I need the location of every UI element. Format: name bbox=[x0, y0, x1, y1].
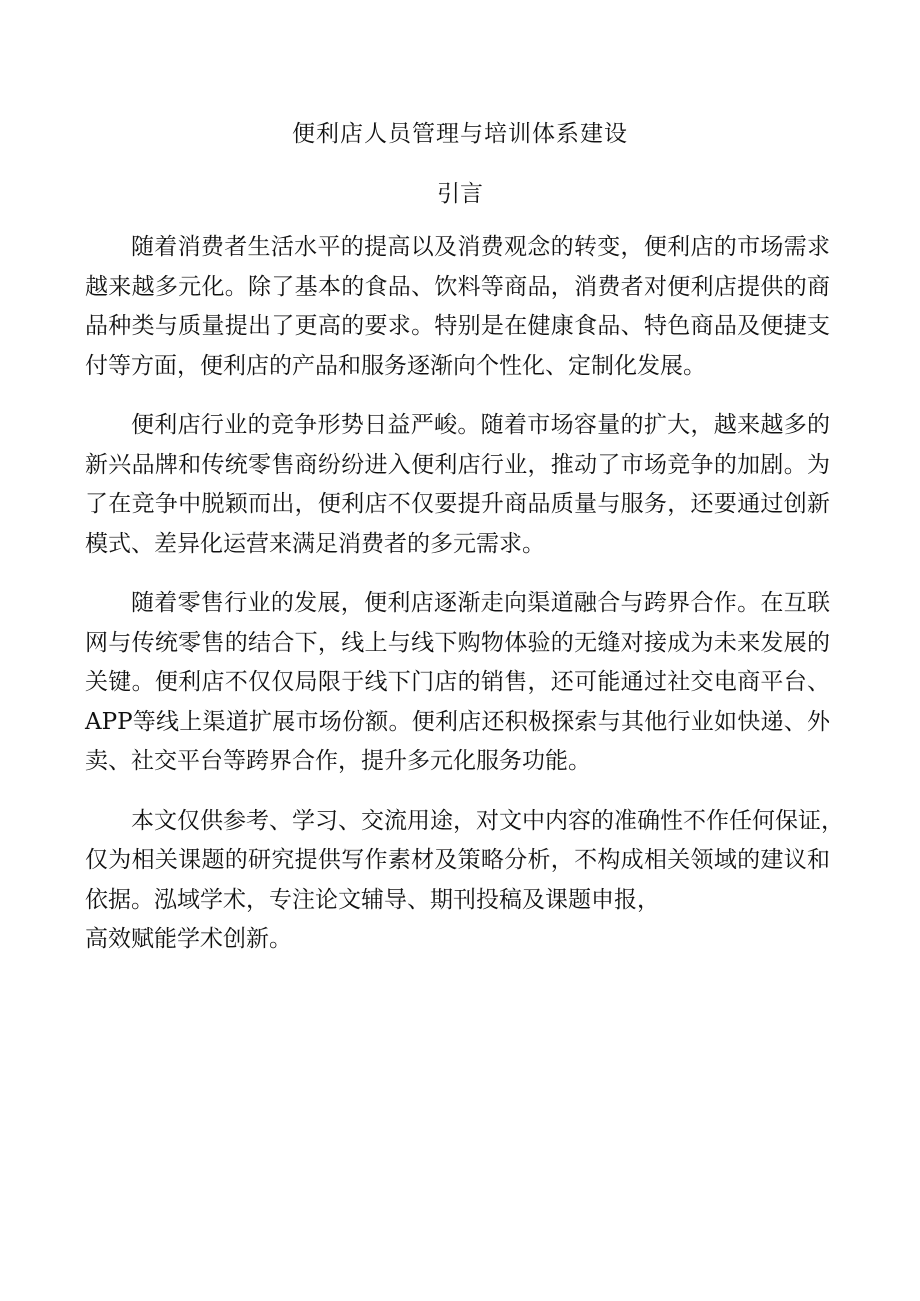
paragraph-line: APP等线上渠道扩展市场份额。便利店还积极探索与其他行业如快递、外 bbox=[85, 708, 830, 735]
paragraph-1 bbox=[85, 228, 830, 386]
section-heading: 引言 bbox=[437, 181, 483, 207]
paragraph-2 bbox=[85, 406, 830, 564]
paragraph-line: 随着消费者生活水平的提高以及消费观念的转变，便利店的市场需求 bbox=[131, 234, 830, 260]
document-body bbox=[85, 228, 844, 980]
paragraph-line: 仅为相关课题的研究提供写作素材及策略分析，不构成相关领域的建议和 bbox=[85, 847, 830, 873]
paragraph-line: 依据。泓域学术，专注论文辅导、期刊投稿及课题申报， bbox=[85, 886, 660, 913]
paragraph-line: 随着零售行业的发展，便利店逐渐走向渠道融合与跨界合作。在互联 bbox=[131, 590, 830, 616]
paragraph-line: 品种类与质量提出了更高的要求。特别是在健康食品、特色商品及便捷支 bbox=[85, 313, 830, 339]
paragraph-line: 新兴品牌和传统零售商纷纷进入便利店行业，推动了市场竞争的加剧。为 bbox=[85, 451, 830, 478]
paragraph-line: 了在竞争中脱颖而出，便利店不仅要提升商品质量与服务，还要通过创新 bbox=[85, 491, 830, 517]
paragraph-line: 关键。便利店不仅仅局限于线下门店的销售，还可能通过社交电商平台、 bbox=[85, 669, 830, 695]
paragraph-line: 便利店行业的竞争形势日益严峻。随着市场容量的扩大，越来越多的 bbox=[131, 412, 830, 438]
document-title: 便利店人员管理与培训体系建设 bbox=[292, 121, 628, 147]
paragraph-line: 模式、差异化运营来满足消费者的多元需求。 bbox=[85, 530, 545, 557]
paragraph-4 bbox=[85, 802, 844, 960]
paragraph-3 bbox=[85, 584, 830, 782]
paragraph-line: 网与传统零售的结合下，线上与线下购物体验的无缝对接成为未来发展的 bbox=[85, 629, 830, 656]
paragraph-line: 卖、社交平台等跨界合作，提升多元化服务功能。 bbox=[85, 748, 591, 774]
paragraph-line: 高效赋能学术创新。 bbox=[85, 926, 292, 952]
paragraph-line: 越来越多元化。除了基本的食品、饮料等商品，消费者对便利店提供的商 bbox=[85, 273, 830, 300]
paragraph-line: 本文仅供参考、学习、交流用途，对文中内容的准确性不作任何保证， bbox=[131, 807, 844, 834]
paragraph-line: 付等方面，便利店的产品和服务逐渐向个性化、定制化发展。 bbox=[85, 352, 706, 379]
